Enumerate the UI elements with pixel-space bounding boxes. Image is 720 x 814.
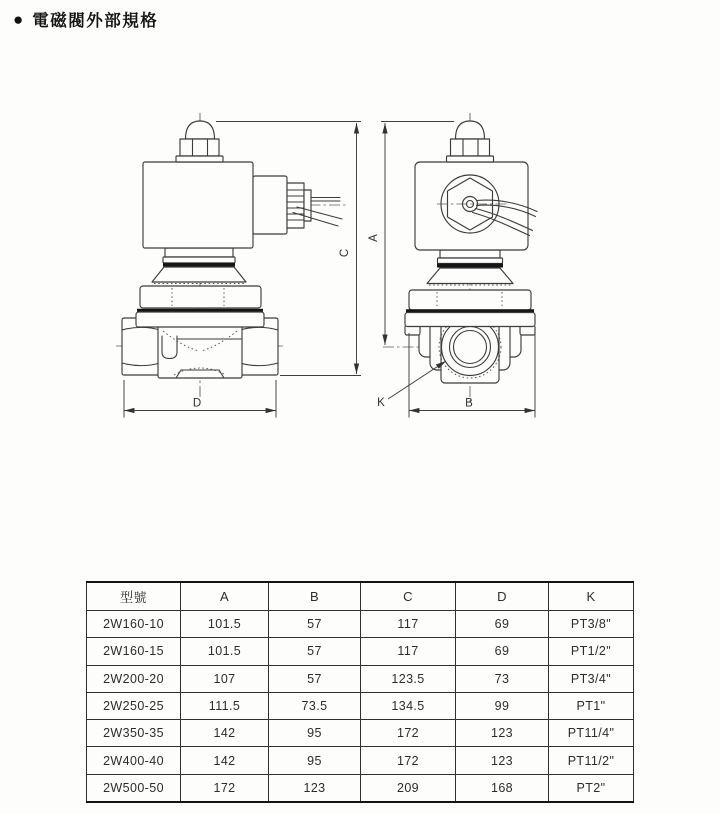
top-nut-side	[176, 121, 223, 162]
table-row	[87, 720, 634, 747]
spec-cell: PT11/2"	[549, 747, 634, 774]
spec-cell: PT3/4"	[549, 665, 634, 692]
spec-cell: 95	[269, 720, 361, 747]
table-row	[87, 774, 634, 802]
model-cell: 2W200-20	[87, 665, 181, 692]
column-header-B: B	[269, 582, 361, 611]
top-nut-front	[447, 121, 494, 162]
table-header-row	[87, 582, 634, 611]
spec-cell: 123.5	[361, 665, 456, 692]
spec-cell: PT1/2"	[549, 638, 634, 665]
column-header-A: A	[181, 582, 269, 611]
spec-cell: 73	[456, 665, 549, 692]
spec-cell: 99	[456, 692, 549, 719]
column-header-C: C	[361, 582, 456, 611]
spec-cell: 142	[181, 720, 269, 747]
table-row	[87, 747, 634, 774]
spec-cell: PT2"	[549, 774, 634, 802]
valve-flange-side	[136, 286, 264, 327]
model-cell: 2W250-25	[87, 692, 181, 719]
column-header-model: 型號	[87, 582, 181, 611]
solenoid-coil-front	[415, 162, 537, 250]
dimension-K	[377, 361, 446, 409]
spec-cell: 117	[361, 611, 456, 638]
spec-table	[86, 581, 634, 803]
acorn-nut	[186, 121, 215, 139]
spec-cell: 101.5	[181, 611, 269, 638]
dim-label-C: C	[339, 248, 351, 258]
model-cell: 2W160-10	[87, 611, 181, 638]
spec-cell: 123	[456, 747, 549, 774]
spec-cell: 57	[269, 638, 361, 665]
dimension-D	[124, 380, 276, 418]
spec-cell: 101.5	[181, 638, 269, 665]
model-cell: 2W400-40	[87, 747, 181, 774]
front-view-drawing	[368, 113, 537, 418]
spec-cell: 172	[361, 720, 456, 747]
spec-cell: 117	[361, 638, 456, 665]
spec-cell: PT11/4"	[549, 720, 634, 747]
spec-cell: 95	[269, 747, 361, 774]
spec-cell: 142	[181, 747, 269, 774]
din-connector	[253, 176, 287, 234]
spec-cell: 123	[456, 720, 549, 747]
spec-cell: PT3/8"	[549, 611, 634, 638]
dim-label-K: K	[377, 397, 385, 409]
model-cell: 2W160-15	[87, 638, 181, 665]
table-row	[87, 638, 634, 665]
spec-cell: 168	[456, 774, 549, 802]
dim-label-A: A	[368, 234, 380, 242]
spec-cell: 57	[269, 611, 361, 638]
column-header-D: D	[456, 582, 549, 611]
lead-wires	[311, 198, 340, 202]
valve-neck-front	[427, 250, 513, 285]
side-view-drawing	[116, 113, 361, 418]
table-row	[87, 692, 634, 719]
table-row	[87, 611, 634, 638]
leader-line	[388, 361, 446, 399]
table-row	[87, 665, 634, 692]
spec-cell: 111.5	[181, 692, 269, 719]
spec-cell: 209	[361, 774, 456, 802]
spec-cell: 69	[456, 611, 549, 638]
page-title: 電磁閥外部規格	[32, 12, 159, 30]
column-header-K: K	[549, 582, 634, 611]
bullet-icon: ●	[13, 9, 24, 29]
spec-cell: 57	[269, 665, 361, 692]
spec-cell: PT1"	[549, 692, 634, 719]
model-cell: 2W350-35	[87, 720, 181, 747]
spec-cell: 172	[181, 774, 269, 802]
spec-cell: 107	[181, 665, 269, 692]
dim-label-D: D	[192, 397, 202, 410]
dim-label-B: B	[465, 397, 473, 410]
spec-cell: 134.5	[361, 692, 456, 719]
spec-cell: 172	[361, 747, 456, 774]
valve-neck-side	[152, 248, 246, 284]
model-cell: 2W500-50	[87, 774, 181, 802]
spec-cell: 123	[269, 774, 361, 802]
spec-cell: 73.5	[269, 692, 361, 719]
acorn-nut	[456, 121, 485, 139]
spec-cell: 69	[456, 638, 549, 665]
